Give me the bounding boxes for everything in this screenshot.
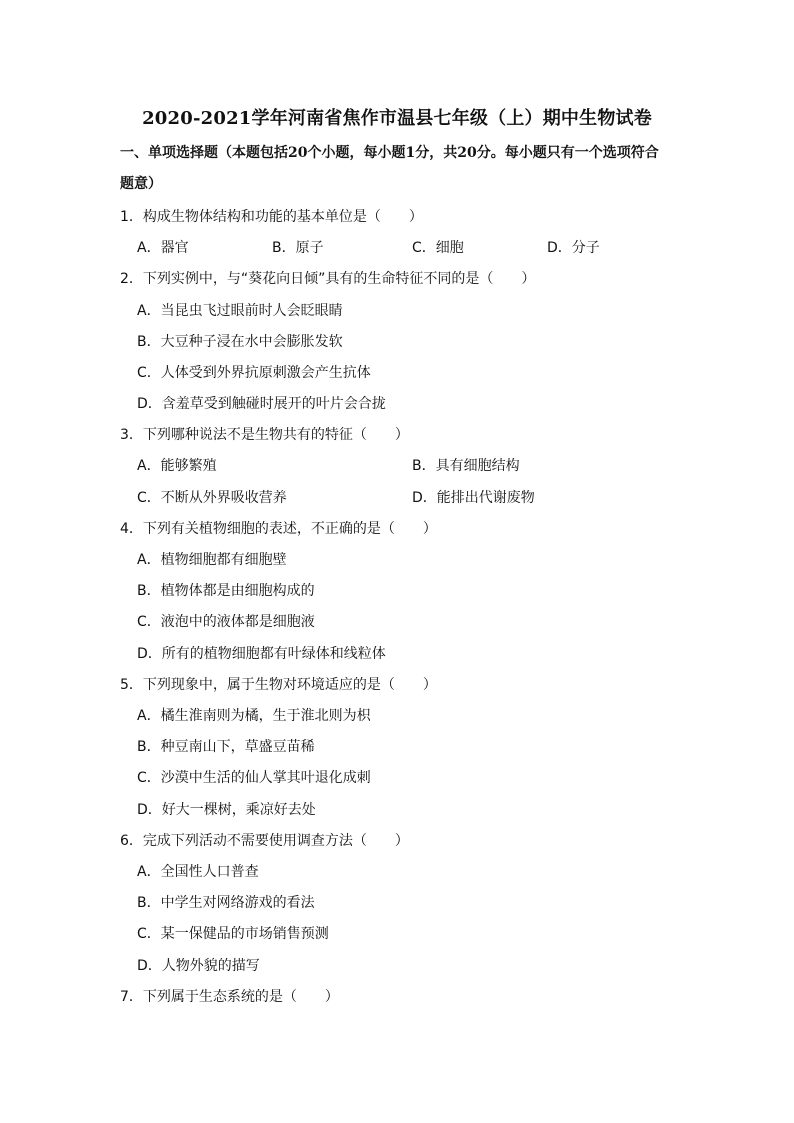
question-2-option-b: B．大豆种子浸在水中会膨胀发软 bbox=[137, 334, 343, 350]
question-2-option-a: A．当昆虫飞过眼前时人会眨眼睛 bbox=[137, 303, 343, 319]
question-5-option-a: A．橘生淮南则为橘，生于淮北则为枳 bbox=[137, 708, 371, 724]
question-4-option-b: B．植物体都是由细胞构成的 bbox=[137, 583, 315, 599]
question-2-stem: 2．下列实例中，与“葵花向日倾”具有的生命特征不同的是（ ） bbox=[120, 271, 536, 287]
question-1-option-a: A．器官 bbox=[137, 240, 189, 256]
question-1-option-b: B．原子 bbox=[272, 240, 324, 256]
section-heading bbox=[120, 138, 680, 200]
question-1-stem: 1．构成生物体结构和功能的基本单位是（ ） bbox=[120, 209, 423, 225]
section-heading-line-2: 题意） bbox=[120, 176, 162, 192]
question-5-option-c: C．沙漠中生活的仙人掌其叶退化成刺 bbox=[137, 770, 371, 786]
page-title: 2020-2021学年河南省焦作市温县七年级（上）期中生物试卷 bbox=[142, 108, 652, 129]
question-6-option-d: D．人物外貌的描写 bbox=[137, 958, 260, 974]
question-6-option-b: B．中学生对网络游戏的看法 bbox=[137, 895, 315, 911]
question-2-option-c: C．人体受到外界抗原刺激会产生抗体 bbox=[137, 365, 371, 381]
question-3-stem: 3．下列哪种说法不是生物共有的特征（ ） bbox=[120, 427, 409, 443]
question-4-stem: 4．下列有关植物细胞的表述，不正确的是（ ） bbox=[120, 521, 437, 537]
question-1-option-d: D．分子 bbox=[547, 240, 600, 256]
question-5-option-d: D．好大一棵树，乘凉好去处 bbox=[137, 802, 316, 818]
question-1-option-c: C．细胞 bbox=[412, 240, 464, 256]
question-4-option-a: A．植物细胞都有细胞壁 bbox=[137, 552, 287, 568]
question-4-option-d: D．所有的植物细胞都有叶绿体和线粒体 bbox=[137, 646, 386, 662]
question-2-option-d: D．含羞草受到触碰时展开的叶片会合拢 bbox=[137, 396, 386, 412]
question-5-option-b: B．种豆南山下，草盛豆苗稀 bbox=[137, 739, 315, 755]
question-7-stem: 7．下列属于生态系统的是（ ） bbox=[120, 989, 339, 1005]
question-3-option-d: D．能排出代谢废物 bbox=[412, 490, 535, 506]
question-6-option-a: A．全国性人口普查 bbox=[137, 864, 259, 880]
question-3-option-b: B．具有细胞结构 bbox=[412, 458, 520, 474]
question-5-stem: 5．下列现象中，属于生物对环境适应的是（ ） bbox=[120, 677, 437, 693]
question-3-option-a: A．能够繁殖 bbox=[137, 458, 217, 474]
question-6-stem: 6．完成下列活动不需要使用调查方法（ ） bbox=[120, 833, 409, 849]
question-6-option-c: C．某一保健品的市场销售预测 bbox=[137, 926, 329, 942]
question-4-option-c: C．液泡中的液体都是细胞液 bbox=[137, 614, 315, 630]
question-3-option-c: C．不断从外界吸收营养 bbox=[137, 490, 287, 506]
section-heading-line-1: 一、单项选择题（本题包括20个小题，每小题1分，共20分。每小题只有一个选项符合 bbox=[120, 145, 659, 161]
